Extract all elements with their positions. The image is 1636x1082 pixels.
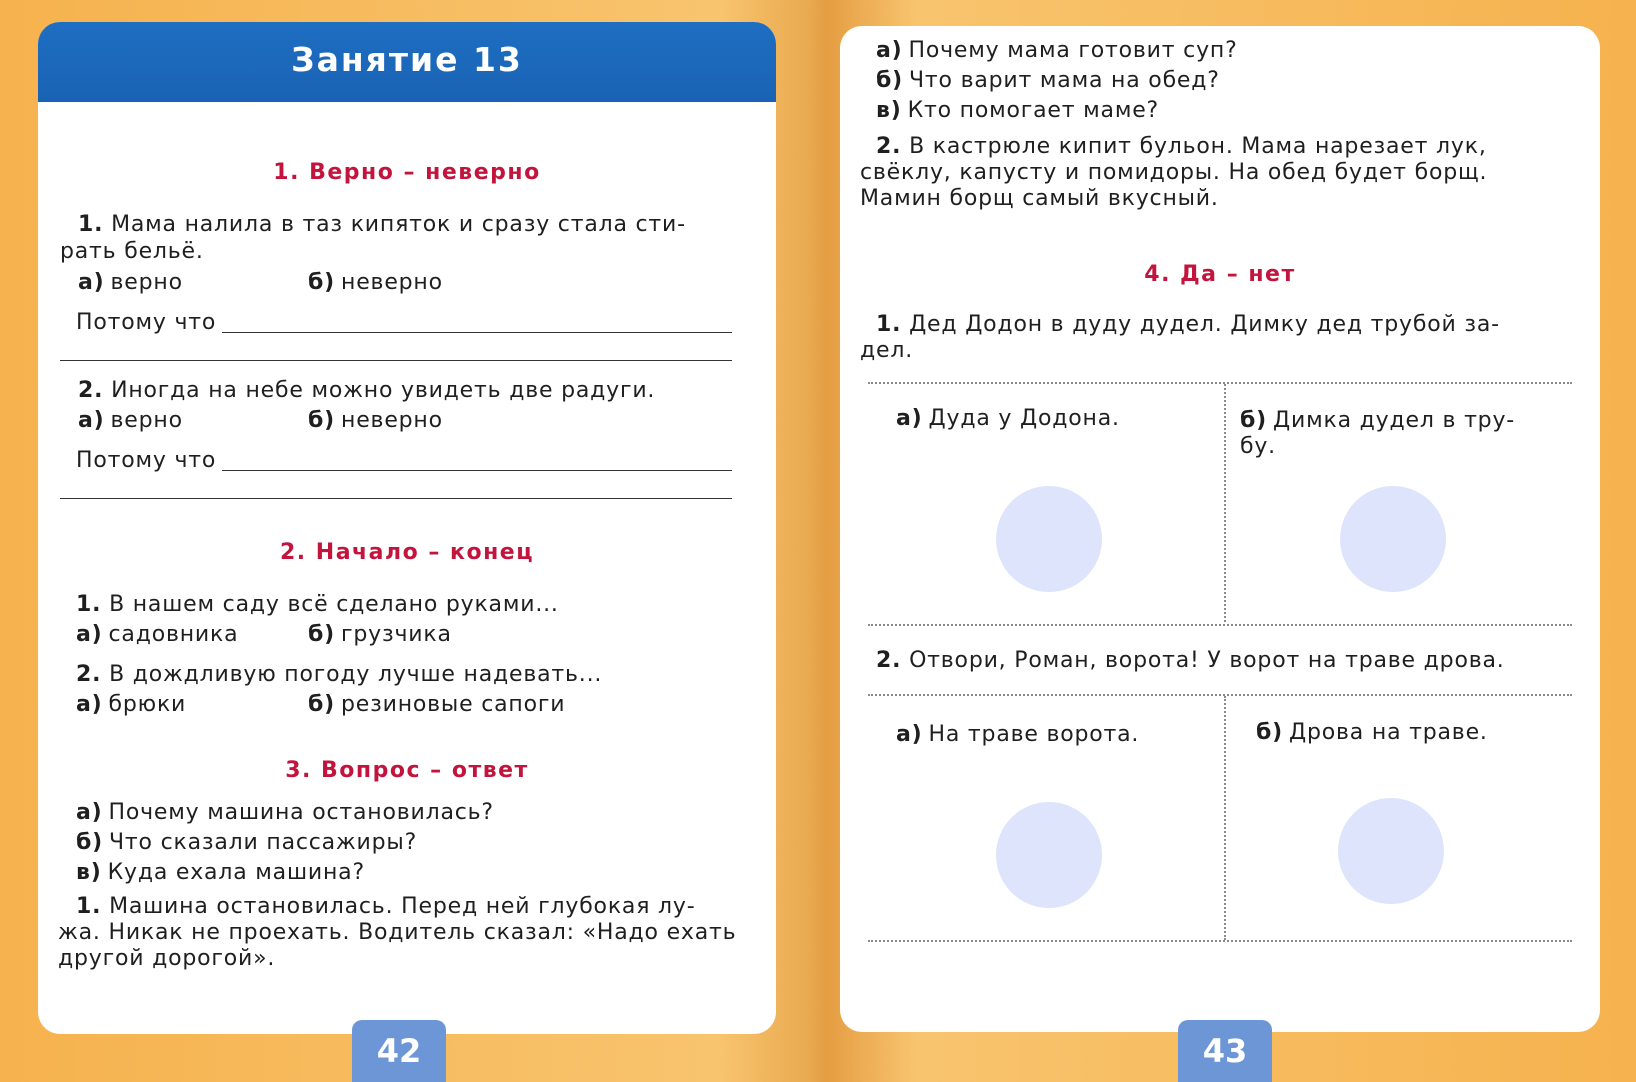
option-b-false[interactable]: б) неверно [308,270,443,295]
section-heading-yes-no: 4. Да – нет [1144,262,1296,287]
question-2: 2. Иногда на небе можно увидеть две радуги. [78,378,656,403]
divider-dotted [868,624,1572,626]
paragraph-2-line-3: Мамин борщ самый вкусный. [860,186,1219,211]
question-a[interactable]: а) Почему машина остановилась? [76,800,494,825]
answer-circle-b-2[interactable] [1338,798,1444,904]
ending-a-2[interactable]: а) брюки [76,692,187,717]
tongue-twister-2: 2. Отвори, Роман, ворота! У ворот на траве дрова. [876,648,1505,673]
answer-circle-b-1[interactable] [1340,486,1446,592]
because-label-2: Потому что [76,448,217,473]
option-b-false-2[interactable]: б) неверно [308,408,443,433]
divider-dotted [868,694,1572,696]
question-1-line-1: 1. Мама налила в таз кипяток и сразу стала сти- [78,212,686,237]
question-a-soup[interactable]: а) Почему мама готовит суп? [876,38,1238,63]
statement-a-1: а) Дуда у Додона. [896,406,1120,431]
question-b[interactable]: б) Что сказали пассажиры? [76,830,418,855]
question-b-soup[interactable]: б) Что варит мама на обед? [876,68,1220,93]
divider-dotted-vertical [1224,384,1226,622]
statement-b-1-line-2: бу. [1240,434,1276,459]
answer-circle-a-2[interactable] [996,802,1102,908]
ending-b-2[interactable]: б) резиновые сапоги [308,692,566,717]
paragraph-1-line-3: другой дорогой». [58,946,276,971]
answer-line-1a[interactable] [222,332,732,333]
lesson-header [38,22,776,102]
section-heading-question-answer: 3. Вопрос – ответ [285,758,529,783]
divider-dotted-vertical [1224,696,1226,940]
answer-circle-a-1[interactable] [996,486,1102,592]
tongue-twister-1-line-1: 1. Дед Додон в дуду дудел. Димку дед трубой за- [876,312,1500,337]
lesson-title: Занятие 13 [291,40,523,79]
paragraph-2-line-1: 2. В кастрюле кипит бульон. Мама нарезает лук, [876,134,1487,159]
tongue-twister-1-line-2: дел. [860,338,914,363]
sentence-start-2: 2. В дождливую погоду лучше надевать... [76,662,603,687]
question-v-soup[interactable]: в) Кто помогает маме? [876,98,1160,123]
section-heading-true-false: 1. Верно – неверно [273,160,541,185]
ending-b-1[interactable]: б) грузчика [308,622,452,647]
paragraph-2-line-2: свёклу, капусту и помидоры. На обед будет борщ. [860,160,1488,185]
page-number-42: 42 [352,1020,446,1082]
section-heading-start-end: 2. Начало – конец [279,540,535,565]
page-43 [840,26,1600,1032]
ending-a-1[interactable]: а) садовника [76,622,239,647]
statement-a-2: а) На траве ворота. [896,722,1140,747]
divider-dotted [868,382,1572,384]
statement-b-2: б) Дрова на траве. [1256,720,1488,745]
question-v[interactable]: в) Куда ехала машина? [76,860,365,885]
because-label-1: Потому что [76,310,217,335]
paragraph-1-line-1: 1. Машина остановилась. Перед ней глубокая лу- [76,894,696,919]
divider-dotted [868,940,1572,942]
statement-b-1-line-1: б) Димка дудел в тру- [1240,408,1516,433]
paragraph-1-line-2: жа. Никак не проехать. Водитель сказал: «Надо ехать [58,920,737,945]
option-a-true-2[interactable]: а) верно [78,408,183,433]
answer-line-1b[interactable] [60,360,732,361]
answer-line-2a[interactable] [222,470,732,471]
question-1-line-2: рать бельё. [60,239,204,264]
option-a-true[interactable]: а) верно [78,270,183,295]
sentence-start-1: 1. В нашем саду всё сделано руками... [76,592,559,617]
page-number-43: 43 [1178,1020,1272,1082]
page-42 [38,22,776,1034]
answer-line-2b[interactable] [60,498,732,499]
